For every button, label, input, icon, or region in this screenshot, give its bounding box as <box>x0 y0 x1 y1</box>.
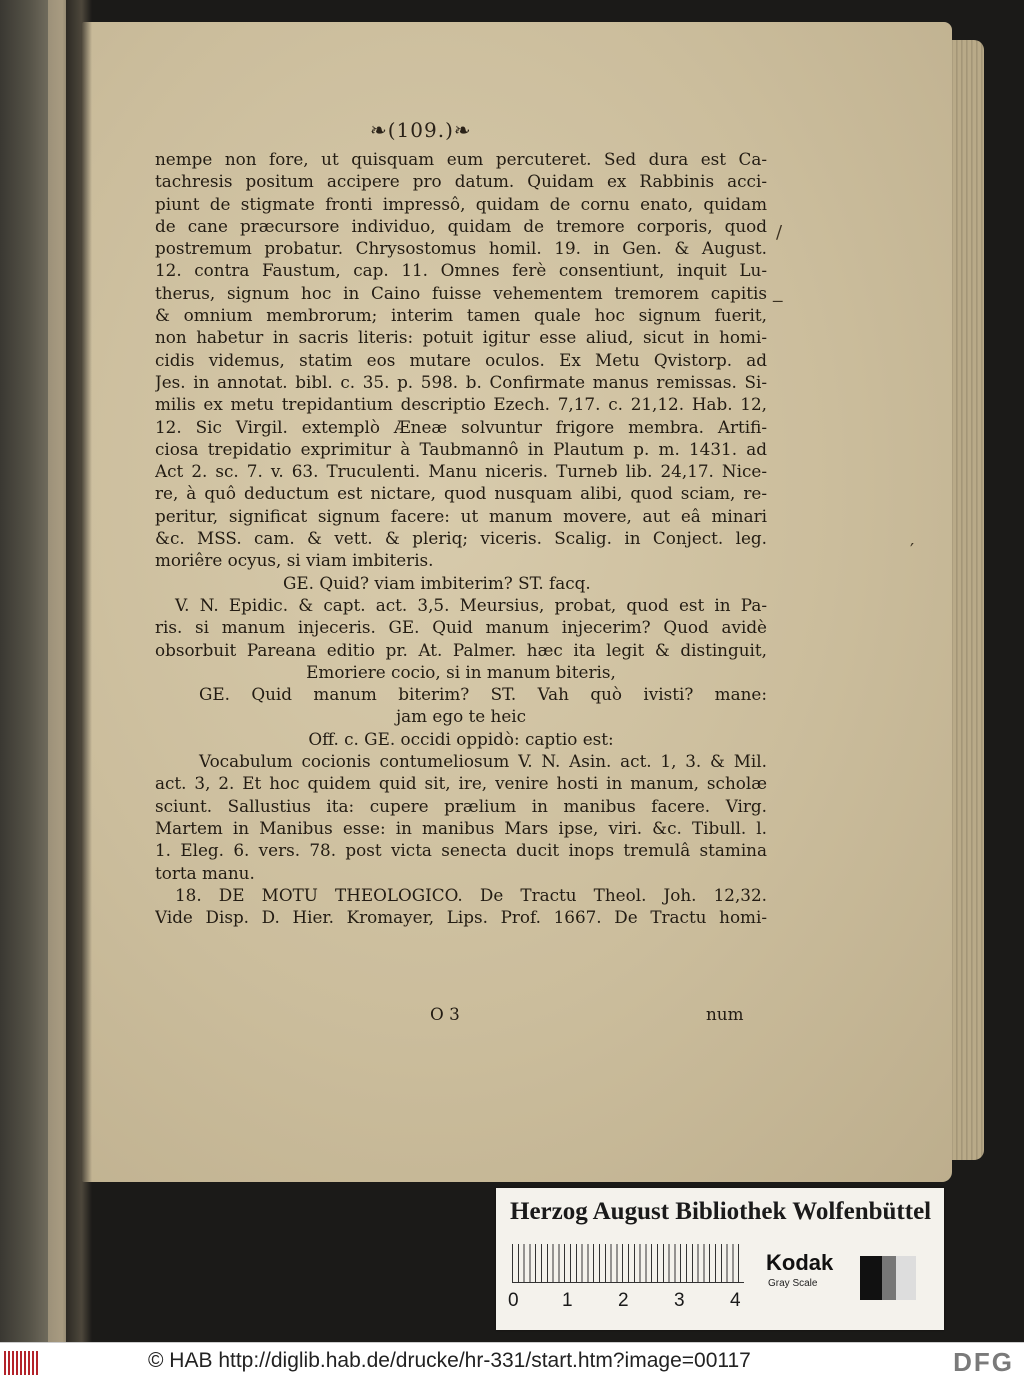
text-line: non habetur in sacris literis: potuit igitur esse aliud, sicut in homi- <box>155 327 767 348</box>
gray-patch-black <box>860 1256 882 1300</box>
text-line: ris. si manum injeceris. GE. Quid manum injecerim? Quod avidè <box>155 617 767 638</box>
text-line: peritur, significat signum facere: ut manum movere, aut eâ minari <box>155 505 767 526</box>
dfg-logo: DFG <box>953 1347 1014 1377</box>
gray-patch-light <box>896 1256 916 1300</box>
text-line: act. 3, 2. Et hoc quidem quid sit, ire, venire hosti in manum, scholæ <box>155 773 767 794</box>
text-line: 1. Eleg. 6. vers. 78. post victa senecta ducit inops tremulâ stamina <box>155 840 767 861</box>
catchword: num <box>706 1004 744 1024</box>
margin-slash-mark: / <box>776 222 783 243</box>
signature-mark: O 3 <box>430 1004 460 1024</box>
text-line: 18. DE MOTU THEOLOGICO. De Tractu Theol. Joh. 12,32. <box>175 884 767 905</box>
text-line: jam ego te heic <box>395 706 527 727</box>
ruler-number: 3 <box>674 1290 685 1311</box>
text-line: GE. Quid manum biterim? ST. Vah quò ivisti? mane: <box>199 684 767 705</box>
text-line: torta manu. <box>155 862 255 883</box>
text-block <box>155 148 767 928</box>
margin-tick-mark: ′ <box>910 540 915 561</box>
gray-patch-mid <box>882 1256 896 1300</box>
library-label <box>496 1188 944 1330</box>
page-header: ❧(109.)❧ <box>370 118 472 142</box>
text-line: 12. Sic Virgil. extemplò Æneæ solvuntur frigore membra. Artifi- <box>155 416 767 437</box>
text-line: ciosa trepidatio exprimitur à Taubmannô in Plautum p. m. 1431. ad <box>155 438 767 459</box>
text-line: tachresis positum accipere pro datum. Quidam ex Rabbinis acci- <box>155 171 767 192</box>
text-line: de cane præcursore individuo, quidam de tremore corporis, quod <box>155 215 767 236</box>
text-line: V. N. Epidic. & capt. act. 3,5. Meursius, probat, quod est in Pa- <box>175 594 767 615</box>
text-line: re, à quô deductum est nictare, quod nusquam alibi, quod sciam, re- <box>155 483 767 504</box>
text-line: nempe non fore, ut quisquam eum percuteret. Sed dura est Ca- <box>155 149 767 169</box>
scale-ruler <box>512 1244 744 1283</box>
text-line: postremum probatur. Chrysostomus homil. 19. in Gen. & August. <box>155 238 767 259</box>
margin-dash-mark: ‒ <box>772 290 784 311</box>
text-line: sciunt. Sallustius ita: cupere prælium in manibus facere. Virg. <box>155 795 767 816</box>
footer-bar <box>0 1342 1024 1382</box>
text-line: GE. Quid? viam imbiterim? ST. facq. <box>283 572 591 593</box>
text-line: Off. c. GE. occidi oppidò: captio est: <box>308 728 614 749</box>
library-name: Herzog August Bibliothek Wolfenbüttel <box>510 1198 932 1225</box>
text-line: obsorbuit Pareana editio pr. At. Palmer. hæc ita legit & distinguit, <box>155 639 767 660</box>
text-line: 12. contra Faustum, cap. 11. Omnes ferè consentiunt, inquit Lu- <box>155 260 767 281</box>
kodak-brand: Kodak <box>766 1250 834 1275</box>
text-line: &c. MSS. cam. & vett. & pleriq; viceris. Scalig. in Conject. leg. <box>155 528 767 549</box>
text-line: Jes. in annotat. bibl. c. 35. p. 598. b. Confirmate manus remissas. Si- <box>155 371 767 392</box>
text-line: milis ex metu trepidantium descriptio Ezech. 7,17. c. 21,12. Hab. 12, <box>155 394 767 415</box>
hab-logo-icon <box>4 1351 40 1375</box>
text-line: Vide Disp. D. Hier. Kromayer, Lips. Prof. 1667. De Tractu homi- <box>155 907 767 928</box>
text-line: & omnium membrorum; interim tamen quale hoc signum fuerit, <box>155 305 767 326</box>
text-line: piunt de stigmate fronti impressô, quidam de cornu enato, quidam <box>155 193 767 214</box>
footer-copyright-link[interactable]: © HAB http://diglib.hab.de/drucke/hr-331/start.htm?image=00117 <box>148 1349 751 1372</box>
ruler-number: 0 <box>508 1290 519 1311</box>
ruler-number: 2 <box>618 1290 629 1311</box>
text-line: therus, signum hoc in Caino fuisse vehementem tremorem capitis <box>155 282 767 303</box>
text-line: cidis videmus, statim eos mutare oculos. Ex Metu Qvistorp. ad <box>155 349 767 370</box>
gray-scale-caption: Gray Scale <box>768 1278 818 1289</box>
ruler-number: 4 <box>730 1290 741 1311</box>
spine-shadow <box>66 0 92 1342</box>
text-line: Emoriere cocio, si in manum biteris, <box>306 661 616 682</box>
text-line: Act 2. sc. 7. v. 63. Truculenti. Manu niceris. Turneb lib. 24,17. Nice- <box>155 461 767 482</box>
ruler-number: 1 <box>562 1290 573 1311</box>
left-binding-board <box>0 0 48 1342</box>
text-line: moriêre ocyus, si viam imbiteris. <box>155 550 434 571</box>
text-line: Martem in Manibus esse: in manibus Mars ipse, viri. &c. Tibull. l. <box>155 817 767 838</box>
text-line: Vocabulum cocionis contumeliosum V. N. Asin. act. 1, 3. & Mil. <box>199 751 767 772</box>
